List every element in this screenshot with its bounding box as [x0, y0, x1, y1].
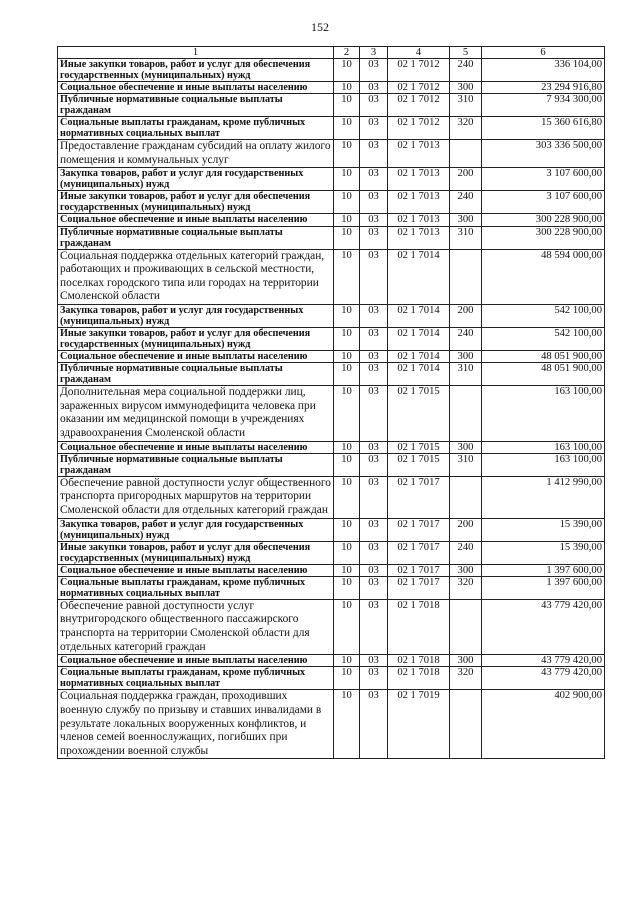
row-amount: 1 412 990,00 — [482, 476, 605, 518]
row-subsection: 03 — [360, 690, 388, 759]
row-amount: 163 100,00 — [482, 386, 605, 441]
row-expense-type: 240 — [450, 191, 482, 214]
table-row — [58, 304, 605, 327]
row-section: 10 — [334, 350, 360, 362]
column-header: 5 — [450, 47, 482, 59]
row-section: 10 — [334, 518, 360, 541]
row-target-article: 02 1 7017 — [388, 576, 450, 599]
row-section: 10 — [334, 667, 360, 690]
row-target-article: 02 1 7018 — [388, 599, 450, 654]
row-name: Социальное обеспечение и иные выплаты населению — [58, 655, 334, 667]
row-amount: 336 104,00 — [482, 59, 605, 82]
row-section: 10 — [334, 191, 360, 214]
row-target-article: 02 1 7012 — [388, 94, 450, 117]
table-row — [58, 667, 605, 690]
row-target-article: 02 1 7014 — [388, 350, 450, 362]
row-subsection: 03 — [360, 59, 388, 82]
row-section: 10 — [334, 599, 360, 654]
table-row — [58, 94, 605, 117]
row-subsection: 03 — [360, 386, 388, 441]
row-expense-type: 300 — [450, 350, 482, 362]
row-name: Иные закупки товаров, работ и услуг для обеспечения государственных (муниципальных) нужд — [58, 59, 334, 82]
row-section: 10 — [334, 214, 360, 226]
table-row — [58, 564, 605, 576]
row-amount: 7 934 300,00 — [482, 94, 605, 117]
table-row — [58, 655, 605, 667]
row-amount: 303 336 500,00 — [482, 140, 605, 168]
row-subsection: 03 — [360, 541, 388, 564]
row-subsection: 03 — [360, 350, 388, 362]
row-amount: 43 779 420,00 — [482, 599, 605, 654]
row-subsection: 03 — [360, 94, 388, 117]
row-name: Закупка товаров, работ и услуг для государственных (муниципальных) нужд — [58, 168, 334, 191]
table-row — [58, 576, 605, 599]
row-name: Публичные нормативные социальные выплаты гражданам — [58, 363, 334, 386]
table-row — [58, 214, 605, 226]
row-subsection: 03 — [360, 667, 388, 690]
row-section: 10 — [334, 363, 360, 386]
row-expense-type — [450, 386, 482, 441]
row-section: 10 — [334, 386, 360, 441]
row-expense-type: 310 — [450, 226, 482, 249]
row-target-article: 02 1 7018 — [388, 667, 450, 690]
row-expense-type: 300 — [450, 655, 482, 667]
row-name: Социальное обеспечение и иные выплаты населению — [58, 350, 334, 362]
table-row — [58, 363, 605, 386]
row-subsection: 03 — [360, 599, 388, 654]
row-amount: 48 051 900,00 — [482, 350, 605, 362]
row-subsection: 03 — [360, 576, 388, 599]
row-expense-type: 300 — [450, 564, 482, 576]
row-subsection: 03 — [360, 191, 388, 214]
row-expense-type: 300 — [450, 214, 482, 226]
column-header: 4 — [388, 47, 450, 59]
row-amount: 300 228 900,00 — [482, 226, 605, 249]
row-expense-type — [450, 476, 482, 518]
row-name: Иные закупки товаров, работ и услуг для обеспечения государственных (муниципальных) нужд — [58, 327, 334, 350]
row-name: Предоставление гражданам субсидий на оплату жилого помещения и коммунальных услуг — [58, 140, 334, 168]
row-expense-type: 240 — [450, 541, 482, 564]
row-subsection: 03 — [360, 518, 388, 541]
row-subsection: 03 — [360, 453, 388, 476]
row-expense-type: 320 — [450, 667, 482, 690]
row-target-article: 02 1 7015 — [388, 453, 450, 476]
table-row — [58, 140, 605, 168]
table-body — [58, 59, 605, 759]
table-row — [58, 541, 605, 564]
table-row — [58, 168, 605, 191]
row-name: Социальная поддержка граждан, проходивших военную службу по призыву и ставших инвалидами в результате локальных вооруженных конфликтов, и членов семей военнослужащих, погибших при прохождении военной службы — [58, 690, 334, 759]
table-row — [58, 249, 605, 304]
row-amount: 3 107 600,00 — [482, 168, 605, 191]
row-section: 10 — [334, 304, 360, 327]
table-row — [58, 690, 605, 759]
table-row — [58, 386, 605, 441]
row-section: 10 — [334, 564, 360, 576]
column-header: 6 — [482, 47, 605, 59]
table-row — [58, 226, 605, 249]
table-row — [58, 117, 605, 140]
table-header-row — [58, 47, 605, 59]
row-expense-type — [450, 690, 482, 759]
row-expense-type: 200 — [450, 168, 482, 191]
row-target-article: 02 1 7017 — [388, 541, 450, 564]
row-expense-type: 310 — [450, 453, 482, 476]
row-target-article: 02 1 7012 — [388, 117, 450, 140]
row-expense-type: 310 — [450, 363, 482, 386]
row-amount: 163 100,00 — [482, 453, 605, 476]
column-header: 3 — [360, 47, 388, 59]
row-target-article: 02 1 7014 — [388, 249, 450, 304]
row-section: 10 — [334, 82, 360, 94]
row-target-article: 02 1 7014 — [388, 304, 450, 327]
row-name: Публичные нормативные социальные выплаты гражданам — [58, 453, 334, 476]
row-target-article: 02 1 7017 — [388, 476, 450, 518]
row-name: Социальное обеспечение и иные выплаты населению — [58, 214, 334, 226]
row-amount: 48 051 900,00 — [482, 363, 605, 386]
row-name: Публичные нормативные социальные выплаты гражданам — [58, 226, 334, 249]
row-name: Иные закупки товаров, работ и услуг для обеспечения государственных (муниципальных) нужд — [58, 541, 334, 564]
row-amount: 15 390,00 — [482, 518, 605, 541]
row-subsection: 03 — [360, 140, 388, 168]
row-target-article: 02 1 7013 — [388, 191, 450, 214]
row-amount: 542 100,00 — [482, 327, 605, 350]
row-section: 10 — [334, 441, 360, 453]
row-name: Социальное обеспечение и иные выплаты населению — [58, 82, 334, 94]
row-name: Обеспечение равной доступности услуг общественного транспорта пригородных маршрутов на территории Смоленской области для отдельных категорий граждан — [58, 476, 334, 518]
row-expense-type: 320 — [450, 117, 482, 140]
row-subsection: 03 — [360, 82, 388, 94]
row-amount: 15 390,00 — [482, 541, 605, 564]
row-name: Социальные выплаты гражданам, кроме публичных нормативных социальных выплат — [58, 667, 334, 690]
row-subsection: 03 — [360, 564, 388, 576]
row-amount: 300 228 900,00 — [482, 214, 605, 226]
row-section: 10 — [334, 476, 360, 518]
row-name: Социальное обеспечение и иные выплаты населению — [58, 564, 334, 576]
row-target-article: 02 1 7014 — [388, 363, 450, 386]
table-row — [58, 453, 605, 476]
table-row — [58, 82, 605, 94]
table-row — [58, 518, 605, 541]
row-target-article: 02 1 7013 — [388, 214, 450, 226]
row-subsection: 03 — [360, 304, 388, 327]
row-expense-type: 240 — [450, 59, 482, 82]
row-amount: 23 294 916,80 — [482, 82, 605, 94]
row-expense-type: 300 — [450, 82, 482, 94]
row-expense-type: 200 — [450, 304, 482, 327]
row-amount: 402 900,00 — [482, 690, 605, 759]
row-target-article: 02 1 7012 — [388, 59, 450, 82]
row-section: 10 — [334, 453, 360, 476]
row-name: Обеспечение равной доступности услуг внутригородского общественного пассажирского транспорта на территории Смоленской области для отдельных категорий граждан — [58, 599, 334, 654]
column-header: 1 — [58, 47, 334, 59]
row-section: 10 — [334, 59, 360, 82]
row-amount: 3 107 600,00 — [482, 191, 605, 214]
row-amount: 1 397 600,00 — [482, 576, 605, 599]
table-row — [58, 599, 605, 654]
row-name: Иные закупки товаров, работ и услуг для обеспечения государственных (муниципальных) нужд — [58, 191, 334, 214]
row-section: 10 — [334, 541, 360, 564]
table-row — [58, 327, 605, 350]
row-amount: 43 779 420,00 — [482, 667, 605, 690]
row-name: Публичные нормативные социальные выплаты гражданам — [58, 94, 334, 117]
page-number: 152 — [311, 20, 329, 34]
row-expense-type: 300 — [450, 441, 482, 453]
row-target-article: 02 1 7015 — [388, 386, 450, 441]
row-target-article: 02 1 7015 — [388, 441, 450, 453]
row-section: 10 — [334, 140, 360, 168]
table-row — [58, 476, 605, 518]
row-section: 10 — [334, 655, 360, 667]
row-subsection: 03 — [360, 226, 388, 249]
row-expense-type: 320 — [450, 576, 482, 599]
row-section: 10 — [334, 327, 360, 350]
row-target-article: 02 1 7012 — [388, 82, 450, 94]
row-subsection: 03 — [360, 327, 388, 350]
row-amount: 542 100,00 — [482, 304, 605, 327]
row-name: Социальное обеспечение и иные выплаты населению — [58, 441, 334, 453]
row-target-article: 02 1 7013 — [388, 226, 450, 249]
row-section: 10 — [334, 249, 360, 304]
table-row — [58, 191, 605, 214]
row-target-article: 02 1 7017 — [388, 518, 450, 541]
row-amount: 48 594 000,00 — [482, 249, 605, 304]
row-section: 10 — [334, 690, 360, 759]
row-expense-type: 200 — [450, 518, 482, 541]
row-section: 10 — [334, 576, 360, 599]
row-expense-type: 310 — [450, 94, 482, 117]
row-subsection: 03 — [360, 168, 388, 191]
row-target-article: 02 1 7013 — [388, 168, 450, 191]
row-amount: 1 397 600,00 — [482, 564, 605, 576]
row-expense-type — [450, 599, 482, 654]
row-amount: 163 100,00 — [482, 441, 605, 453]
row-name: Социальные выплаты гражданам, кроме публичных нормативных социальных выплат — [58, 576, 334, 599]
row-section: 10 — [334, 94, 360, 117]
table-row — [58, 441, 605, 453]
table-row — [58, 350, 605, 362]
column-header: 2 — [334, 47, 360, 59]
row-section: 10 — [334, 168, 360, 191]
row-subsection: 03 — [360, 476, 388, 518]
row-name: Социальная поддержка отдельных категорий граждан, работающих и проживающих в сельской местности, поселках городского типа или городах на территории Смоленской области — [58, 249, 334, 304]
row-name: Дополнительная мера социальной поддержки лиц, зараженных вирусом иммунодефицита человека при оказании им медицинской помощи в учреждениях здравоохранения Смоленской области — [58, 386, 334, 441]
row-expense-type: 240 — [450, 327, 482, 350]
row-target-article: 02 1 7017 — [388, 564, 450, 576]
row-name: Закупка товаров, работ и услуг для государственных (муниципальных) нужд — [58, 518, 334, 541]
row-subsection: 03 — [360, 441, 388, 453]
table-row — [58, 59, 605, 82]
row-subsection: 03 — [360, 249, 388, 304]
row-name: Закупка товаров, работ и услуг для государственных (муниципальных) нужд — [58, 304, 334, 327]
row-section: 10 — [334, 117, 360, 140]
row-target-article: 02 1 7013 — [388, 140, 450, 168]
row-subsection: 03 — [360, 214, 388, 226]
row-subsection: 03 — [360, 655, 388, 667]
row-expense-type — [450, 249, 482, 304]
row-target-article: 02 1 7019 — [388, 690, 450, 759]
row-amount: 43 779 420,00 — [482, 655, 605, 667]
budget-table — [57, 46, 605, 759]
row-name: Социальные выплаты гражданам, кроме публичных нормативных социальных выплат — [58, 117, 334, 140]
row-target-article: 02 1 7018 — [388, 655, 450, 667]
row-section: 10 — [334, 226, 360, 249]
row-subsection: 03 — [360, 363, 388, 386]
row-target-article: 02 1 7014 — [388, 327, 450, 350]
row-expense-type — [450, 140, 482, 168]
row-amount: 15 360 616,80 — [482, 117, 605, 140]
row-subsection: 03 — [360, 117, 388, 140]
